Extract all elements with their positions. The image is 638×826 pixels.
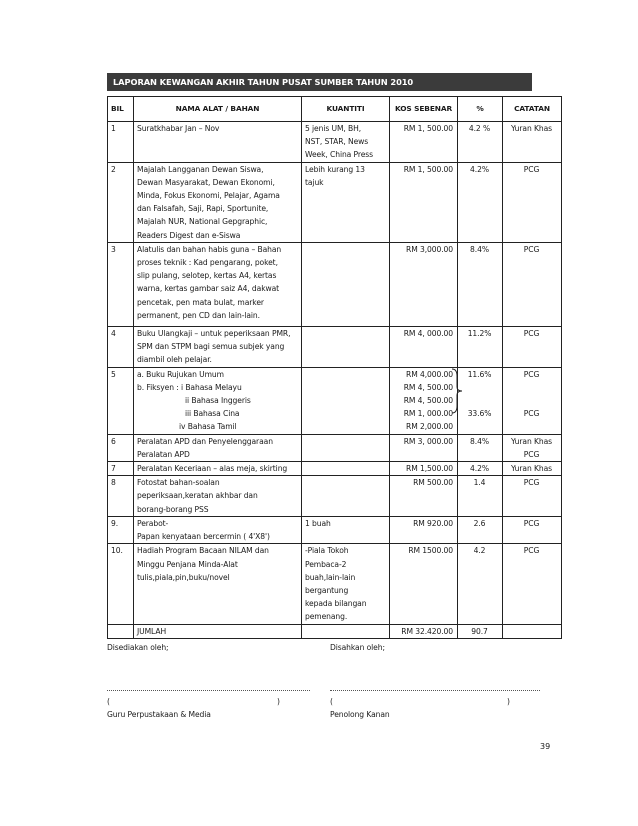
- item-note: [503, 162, 562, 242]
- total-percent: 90.7: [458, 624, 503, 638]
- item-cost: [390, 434, 458, 461]
- total-quantity: [302, 624, 390, 638]
- row-number: 9.: [108, 516, 134, 543]
- item-name: [134, 544, 302, 624]
- item-name-line: iv Bahasa Tamil: [179, 422, 237, 432]
- item-quantity-line: kepada bilangan: [305, 599, 367, 609]
- item-note-line: [506, 394, 557, 407]
- item-name-line: Majalah Langganan Dewan Siswa,: [137, 164, 264, 174]
- item-percent: [458, 462, 503, 476]
- item-cost-line: RM 1,500.00: [406, 464, 453, 474]
- item-name-line: Minggu Penjana Minda-Alat: [137, 559, 238, 569]
- item-name: [134, 242, 302, 326]
- item-cost-line: RM 4, 500.00: [403, 382, 453, 392]
- item-name-line: tulis,piala,pin,buku/novel: [137, 572, 230, 582]
- item-percent: [458, 544, 503, 624]
- item-note-line: PCG: [523, 478, 540, 488]
- item-percent: [458, 434, 503, 461]
- item-cost-line: RM 1, 500.00: [403, 124, 453, 133]
- item-quantity: [302, 162, 390, 242]
- item-name-line: Peralatan APD: [137, 449, 190, 459]
- item-name-line: Minda, Fokus Ekonomi, Pelajar, Agama: [137, 191, 280, 201]
- signature-line-left: [107, 690, 310, 691]
- item-name-line: Buku Ulangkaji – untuk peperiksaan PMR,: [137, 329, 291, 339]
- item-note: [503, 367, 562, 434]
- item-cost: [390, 122, 458, 163]
- row-number: 3: [108, 242, 134, 326]
- item-name-line: a. Buku Rujukan Umum: [137, 369, 224, 379]
- item-note-line: Yuran Khas: [511, 436, 552, 446]
- item-name: [134, 367, 302, 434]
- item-note: [503, 544, 562, 624]
- item-note-line: PCG: [523, 449, 540, 459]
- item-quantity-line: Week, China Press: [305, 150, 374, 160]
- item-cost-line: RM 2,000.00: [406, 422, 453, 432]
- row-number: 7: [108, 462, 134, 476]
- item-note-line: PCG: [523, 518, 540, 528]
- item-name: [134, 516, 302, 543]
- prepared-by-label: Disediakan oleh;: [107, 643, 169, 652]
- item-quantity-line: pemenang.: [305, 612, 348, 622]
- finance-table: [107, 96, 562, 639]
- item-name-line: Papan kenyataan bercermin ( 4'X8'): [137, 532, 270, 542]
- item-note-line: PCG: [523, 244, 540, 254]
- item-name-line: borang-borang PSS: [137, 504, 209, 514]
- item-note-line: PCG: [523, 546, 540, 556]
- total-cost: RM 32.420.00: [390, 624, 458, 638]
- left-paren-close: ): [277, 697, 280, 706]
- header-nama: NAMA ALAT / BAHAN: [134, 97, 302, 122]
- item-cost-line: RM 1, 000.00: [403, 409, 453, 419]
- table-row: [108, 476, 562, 517]
- item-percent-line: 8.4%: [470, 244, 489, 254]
- table-row: [108, 544, 562, 624]
- prepared-by-role: Guru Perpustakaan & Media: [107, 710, 211, 719]
- item-quantity: [302, 544, 390, 624]
- page-number: 39: [540, 742, 551, 751]
- item-quantity-line: 5 jenis UM, BH,: [305, 124, 362, 133]
- total-row: [108, 624, 562, 638]
- header-bil: BIL: [108, 97, 134, 122]
- item-quantity: [302, 122, 390, 163]
- table-row: [108, 122, 562, 163]
- row-number: 6: [108, 434, 134, 461]
- item-note: [503, 476, 562, 517]
- item-name-line: ii Bahasa Inggeris: [185, 396, 251, 406]
- item-percent: [458, 162, 503, 242]
- item-percent: [458, 122, 503, 163]
- brace-icon: [451, 368, 463, 414]
- header-percent: %: [458, 97, 503, 122]
- item-quantity-line: 1 buah: [305, 518, 331, 528]
- item-cost-line: RM 3,000.00: [406, 244, 453, 254]
- item-note: [503, 434, 562, 461]
- item-percent-line: 4.2: [473, 546, 486, 556]
- item-quantity-line: tajuk: [305, 177, 324, 187]
- item-name-line: Readers Digest dan e-Siswa: [137, 230, 241, 240]
- item-name: [134, 462, 302, 476]
- item-cost-line: RM 1, 500.00: [403, 164, 453, 174]
- row-number: 10.: [108, 544, 134, 624]
- report-title: LAPORAN KEWANGAN AKHIR TAHUN PUSAT SUMBER TAHUN 2010: [107, 73, 532, 91]
- item-name-line: iii Bahasa Cina: [185, 409, 240, 419]
- item-quantity: [302, 462, 390, 476]
- item-percent: [458, 367, 503, 434]
- item-percent-line: [461, 420, 498, 433]
- item-name-line: pencetak, pen mata bulat, marker: [137, 297, 264, 307]
- item-percent-line: 33.6%: [467, 409, 492, 419]
- item-percent: [458, 242, 503, 326]
- item-quantity: [302, 516, 390, 543]
- table-row: [108, 462, 562, 476]
- item-percent: [458, 327, 503, 368]
- item-cost: [390, 544, 458, 624]
- total-note: [503, 624, 562, 638]
- item-name-line: Suratkhabar Jan – Nov: [137, 124, 220, 133]
- left-paren-open: (: [107, 697, 110, 706]
- table-header-row: [108, 97, 562, 122]
- table-row: [108, 327, 562, 368]
- item-quantity: [302, 327, 390, 368]
- item-percent: [458, 476, 503, 517]
- item-name-line: Perabot-: [137, 518, 169, 528]
- item-note-line: PCG: [523, 164, 540, 174]
- table-row: [108, 434, 562, 461]
- item-name-line: Majalah NUR, National Gepgraphic,: [137, 217, 268, 227]
- item-cost: [390, 367, 458, 434]
- row-number: 8: [108, 476, 134, 517]
- item-note: [503, 516, 562, 543]
- item-quantity: [302, 476, 390, 517]
- table-row: [108, 162, 562, 242]
- item-cost: [390, 162, 458, 242]
- item-name-line: warna, kertas gambar saiz A4, dakwat: [137, 284, 280, 294]
- item-cost: [390, 462, 458, 476]
- item-note: [503, 122, 562, 163]
- item-note-line: PCG: [523, 409, 540, 419]
- approved-by-role: Penolong Kanan: [330, 710, 390, 719]
- item-cost: [390, 242, 458, 326]
- approved-by-label: Disahkan oleh;: [330, 643, 385, 652]
- item-note: [503, 462, 562, 476]
- item-note-line: PCG: [523, 329, 540, 339]
- right-paren-open: (: [330, 697, 333, 706]
- item-name-line: permanent, pen CD dan lain-lain.: [137, 310, 260, 320]
- item-quantity-line: -Piala Tokoh: [305, 546, 349, 556]
- item-note-line: Yuran Khas: [511, 464, 552, 474]
- header-kos: KOS SEBENAR: [390, 97, 458, 122]
- item-name-line: peperiksaan,keratan akhbar dan: [137, 491, 258, 501]
- item-cost: [390, 327, 458, 368]
- right-paren-close: ): [507, 697, 510, 706]
- item-cost-line: RM 4, 500.00: [403, 396, 453, 406]
- item-quantity-line: buah,lain-lain: [305, 572, 356, 582]
- table-row: [108, 242, 562, 326]
- item-name-line: Hadiah Program Bacaan NILAM dan: [137, 546, 269, 556]
- header-catatan: CATATAN: [503, 97, 562, 122]
- item-cost-line: RM 1500.00: [408, 546, 453, 556]
- item-percent-line: 4.2%: [470, 164, 489, 174]
- item-percent-line: 4.2%: [470, 464, 489, 474]
- item-name: [134, 122, 302, 163]
- item-note-line: Yuran Khas: [511, 124, 552, 133]
- signature-line-right: [330, 690, 540, 691]
- item-percent-line: [461, 381, 498, 394]
- item-percent-line: 2.6: [473, 518, 486, 528]
- item-name: [134, 327, 302, 368]
- item-name-line: Alatulis dan bahan habis guna – Bahan: [137, 244, 282, 254]
- row-number: 4: [108, 327, 134, 368]
- row-number: 1: [108, 122, 134, 163]
- item-cost-line: RM 3, 000.00: [403, 436, 453, 446]
- row-number: 2: [108, 162, 134, 242]
- item-name: [134, 434, 302, 461]
- table-row: [108, 367, 562, 434]
- item-quantity: [302, 367, 390, 434]
- item-name-line: Fotostat bahan-soalan: [137, 478, 220, 488]
- item-percent: [458, 516, 503, 543]
- item-name-line: dan Falsafah, Saji, Rapi, Sportunite,: [137, 204, 269, 214]
- total-label: JUMLAH: [134, 624, 302, 638]
- item-quantity-line: NST, STAR, News: [305, 137, 369, 147]
- item-cost-line: RM 500.00: [413, 478, 453, 488]
- item-percent-line: 8.4%: [470, 436, 489, 446]
- item-name-line: Peralatan Keceriaan – alas meja, skirting: [137, 464, 288, 474]
- header-kuantiti: KUANTITI: [302, 97, 390, 122]
- item-cost-line: RM 4,000.00: [406, 369, 453, 379]
- item-cost: [390, 476, 458, 517]
- item-name-line: Dewan Masyarakat, Dewan Ekonomi,: [137, 177, 275, 187]
- item-quantity-line: Pembaca-2: [305, 559, 347, 569]
- item-note-line: [506, 420, 557, 433]
- item-note-line: [506, 381, 557, 394]
- item-quantity: [302, 434, 390, 461]
- item-quantity-line: Lebih kurang 13: [305, 164, 365, 174]
- item-percent-line: 11.2%: [467, 329, 492, 339]
- item-name-line: slip pulang, selotep, kertas A4, kertas: [137, 271, 277, 281]
- item-quantity: [302, 242, 390, 326]
- item-name-line: Peralatan APD dan Penyelenggaraan: [137, 436, 273, 446]
- item-percent-line: 4.2 %: [468, 124, 491, 133]
- item-name-line: SPM dan STPM bagi semua subjek yang: [137, 342, 285, 352]
- item-name: [134, 476, 302, 517]
- item-note: [503, 242, 562, 326]
- item-cost-line: RM 920.00: [413, 518, 453, 528]
- item-name-line: diambil oleh pelajar.: [137, 355, 212, 365]
- item-percent-line: 1.4: [473, 478, 486, 488]
- item-cost: [390, 516, 458, 543]
- table-row: [108, 516, 562, 543]
- item-quantity-line: bergantung: [305, 585, 349, 595]
- row-number: 5: [108, 367, 134, 434]
- item-name-line: proses teknik : Kad pengarang, poket,: [137, 258, 278, 268]
- item-name: [134, 162, 302, 242]
- item-note-line: PCG: [523, 369, 540, 379]
- item-percent-line: [461, 394, 498, 407]
- total-bil: [108, 624, 134, 638]
- item-cost-line: RM 4, 000.00: [403, 329, 453, 339]
- item-name-line: b. Fiksyen : i Bahasa Melayu: [137, 382, 242, 392]
- item-percent-line: 11.6%: [467, 369, 492, 379]
- item-note: [503, 327, 562, 368]
